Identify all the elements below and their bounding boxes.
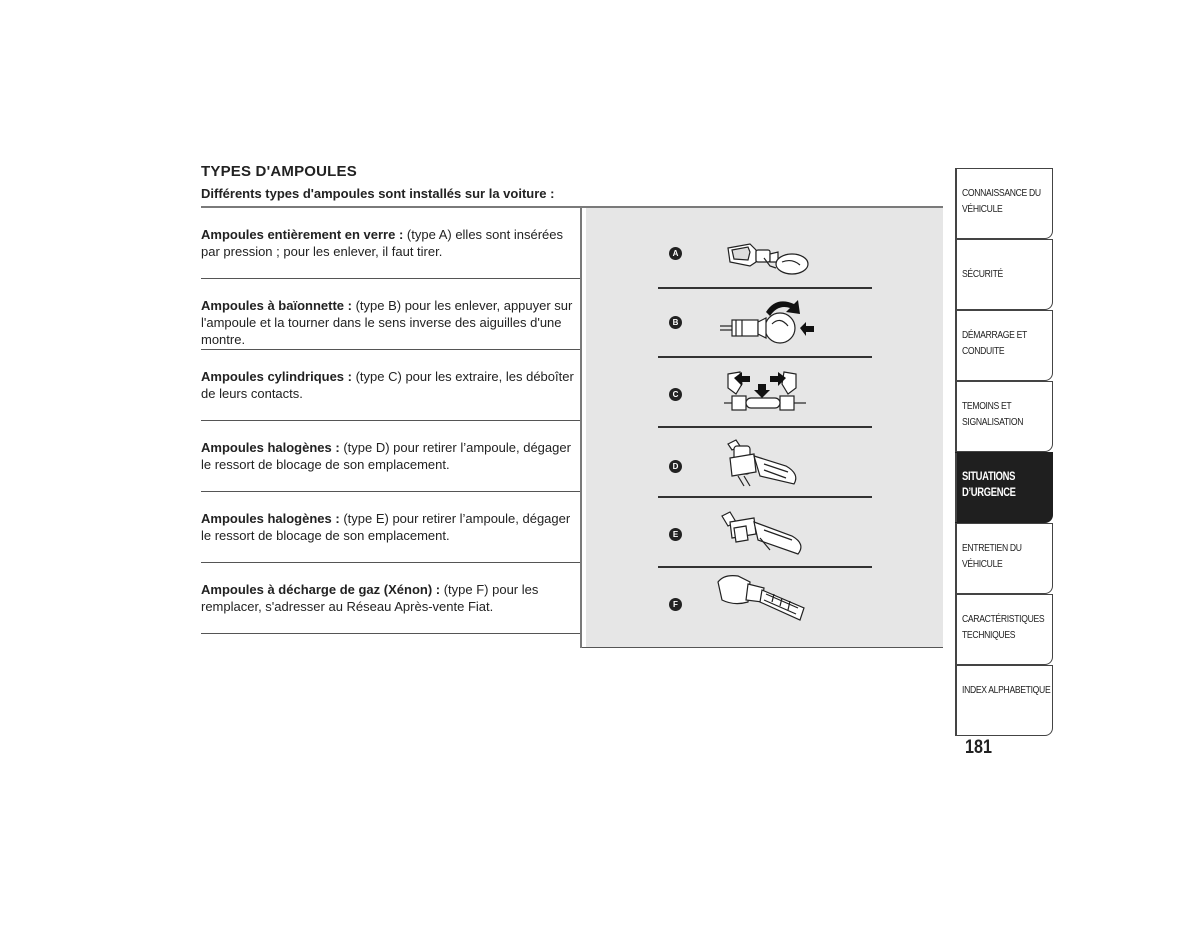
row-lead: Ampoules à baïonnette :: [201, 298, 352, 313]
bulb-xenon-icon: [714, 572, 814, 628]
badge-f: F: [669, 598, 682, 611]
bulb-halogen-h4-icon: [724, 436, 804, 492]
row-lead: Ampoules à décharge de gaz (Xénon) :: [201, 582, 441, 597]
row-text: (type D) pour retirer l’ampoule, dégager le ressort de blocage de son emplacement.: [201, 440, 571, 472]
tab-label: CARACTÉRISTIQUES TECHNIQUES: [962, 613, 1045, 641]
badge-e: E: [669, 528, 682, 541]
row-lead: Ampoules halogènes :: [201, 440, 340, 455]
row-type-f: [201, 563, 580, 634]
tab-label: CONNAISSANCE DU VÉHICULE: [962, 187, 1041, 215]
row-type-b: [201, 279, 580, 350]
bulb-cylindrical-icon: [722, 368, 812, 416]
tab-label: DÉMARRAGE ET CONDUITE: [962, 329, 1027, 357]
section-title: TYPES D'AMPOULES: [201, 163, 357, 180]
row-text: (type F) pour les remplacer, s'adresser au Réseau Après-vente Fiat.: [201, 582, 539, 614]
bottom-rule: [582, 647, 943, 648]
illustration-separator: [658, 566, 872, 568]
row-type-e: [201, 492, 580, 563]
column-divider: [580, 208, 582, 648]
row-lead: Ampoules halogènes :: [201, 511, 340, 526]
tab-label: TEMOINS ET SIGNALISATION: [962, 400, 1024, 428]
row-text: (type E) pour retirer l’ampoule, dégager le ressort de blocage de son emplacement.: [201, 511, 571, 543]
illustration-separator: [658, 496, 872, 498]
chapter-tabs: [955, 168, 1053, 736]
tab-securite[interactable]: [955, 239, 1053, 310]
row-type-a: [201, 208, 580, 279]
bulb-bayonet-icon: [718, 296, 818, 346]
section-subtitle: Différents types d'ampoules sont installés sur la voiture :: [201, 186, 555, 201]
tab-label: INDEX ALPHABETIQUE: [962, 684, 1051, 696]
tab-demarrage-conduite[interactable]: [955, 310, 1053, 381]
row-text: (type A) elles sont insérées par pression ; pour les enlever, il faut tirer.: [201, 227, 563, 259]
row-lead: Ampoules entièrement en verre :: [201, 227, 404, 242]
bulb-halogen-h1-icon: [720, 508, 810, 562]
badge-d: D: [669, 460, 682, 473]
tab-connaissance-vehicule[interactable]: [955, 168, 1053, 239]
row-type-c: [201, 350, 580, 421]
row-text: (type B) pour les enlever, appuyer sur l'ampoule et la tourner dans le sens inverse des aiguilles d'une montre.: [201, 298, 573, 347]
tab-label: SÉCURITÉ: [962, 268, 1003, 280]
page-number: 181: [965, 737, 992, 758]
tab-label: SITUATIONS D’URGENCE: [962, 471, 1016, 499]
bulb-descriptions: [201, 208, 580, 634]
row-type-d: [201, 421, 580, 492]
tab-index-alphabetique[interactable]: [955, 665, 1053, 736]
badge-a: A: [669, 247, 682, 260]
badge-b: B: [669, 316, 682, 329]
bulb-all-glass-icon: [720, 232, 820, 280]
illustration-separator: [658, 287, 872, 289]
tab-label: ENTRETIEN DU VÉHICULE: [962, 542, 1022, 570]
tab-temoins-signalisation[interactable]: [955, 381, 1053, 452]
tab-situations-urgence[interactable]: [955, 452, 1053, 523]
tab-caracteristiques-techniques[interactable]: [955, 594, 1053, 665]
row-text: (type C) pour les extraire, les déboîter de leurs contacts.: [201, 369, 574, 401]
row-lead: Ampoules cylindriques :: [201, 369, 352, 384]
badge-c: C: [669, 388, 682, 401]
illustration-separator: [658, 356, 872, 358]
tab-entretien-vehicule[interactable]: [955, 523, 1053, 594]
illustration-separator: [658, 426, 872, 428]
